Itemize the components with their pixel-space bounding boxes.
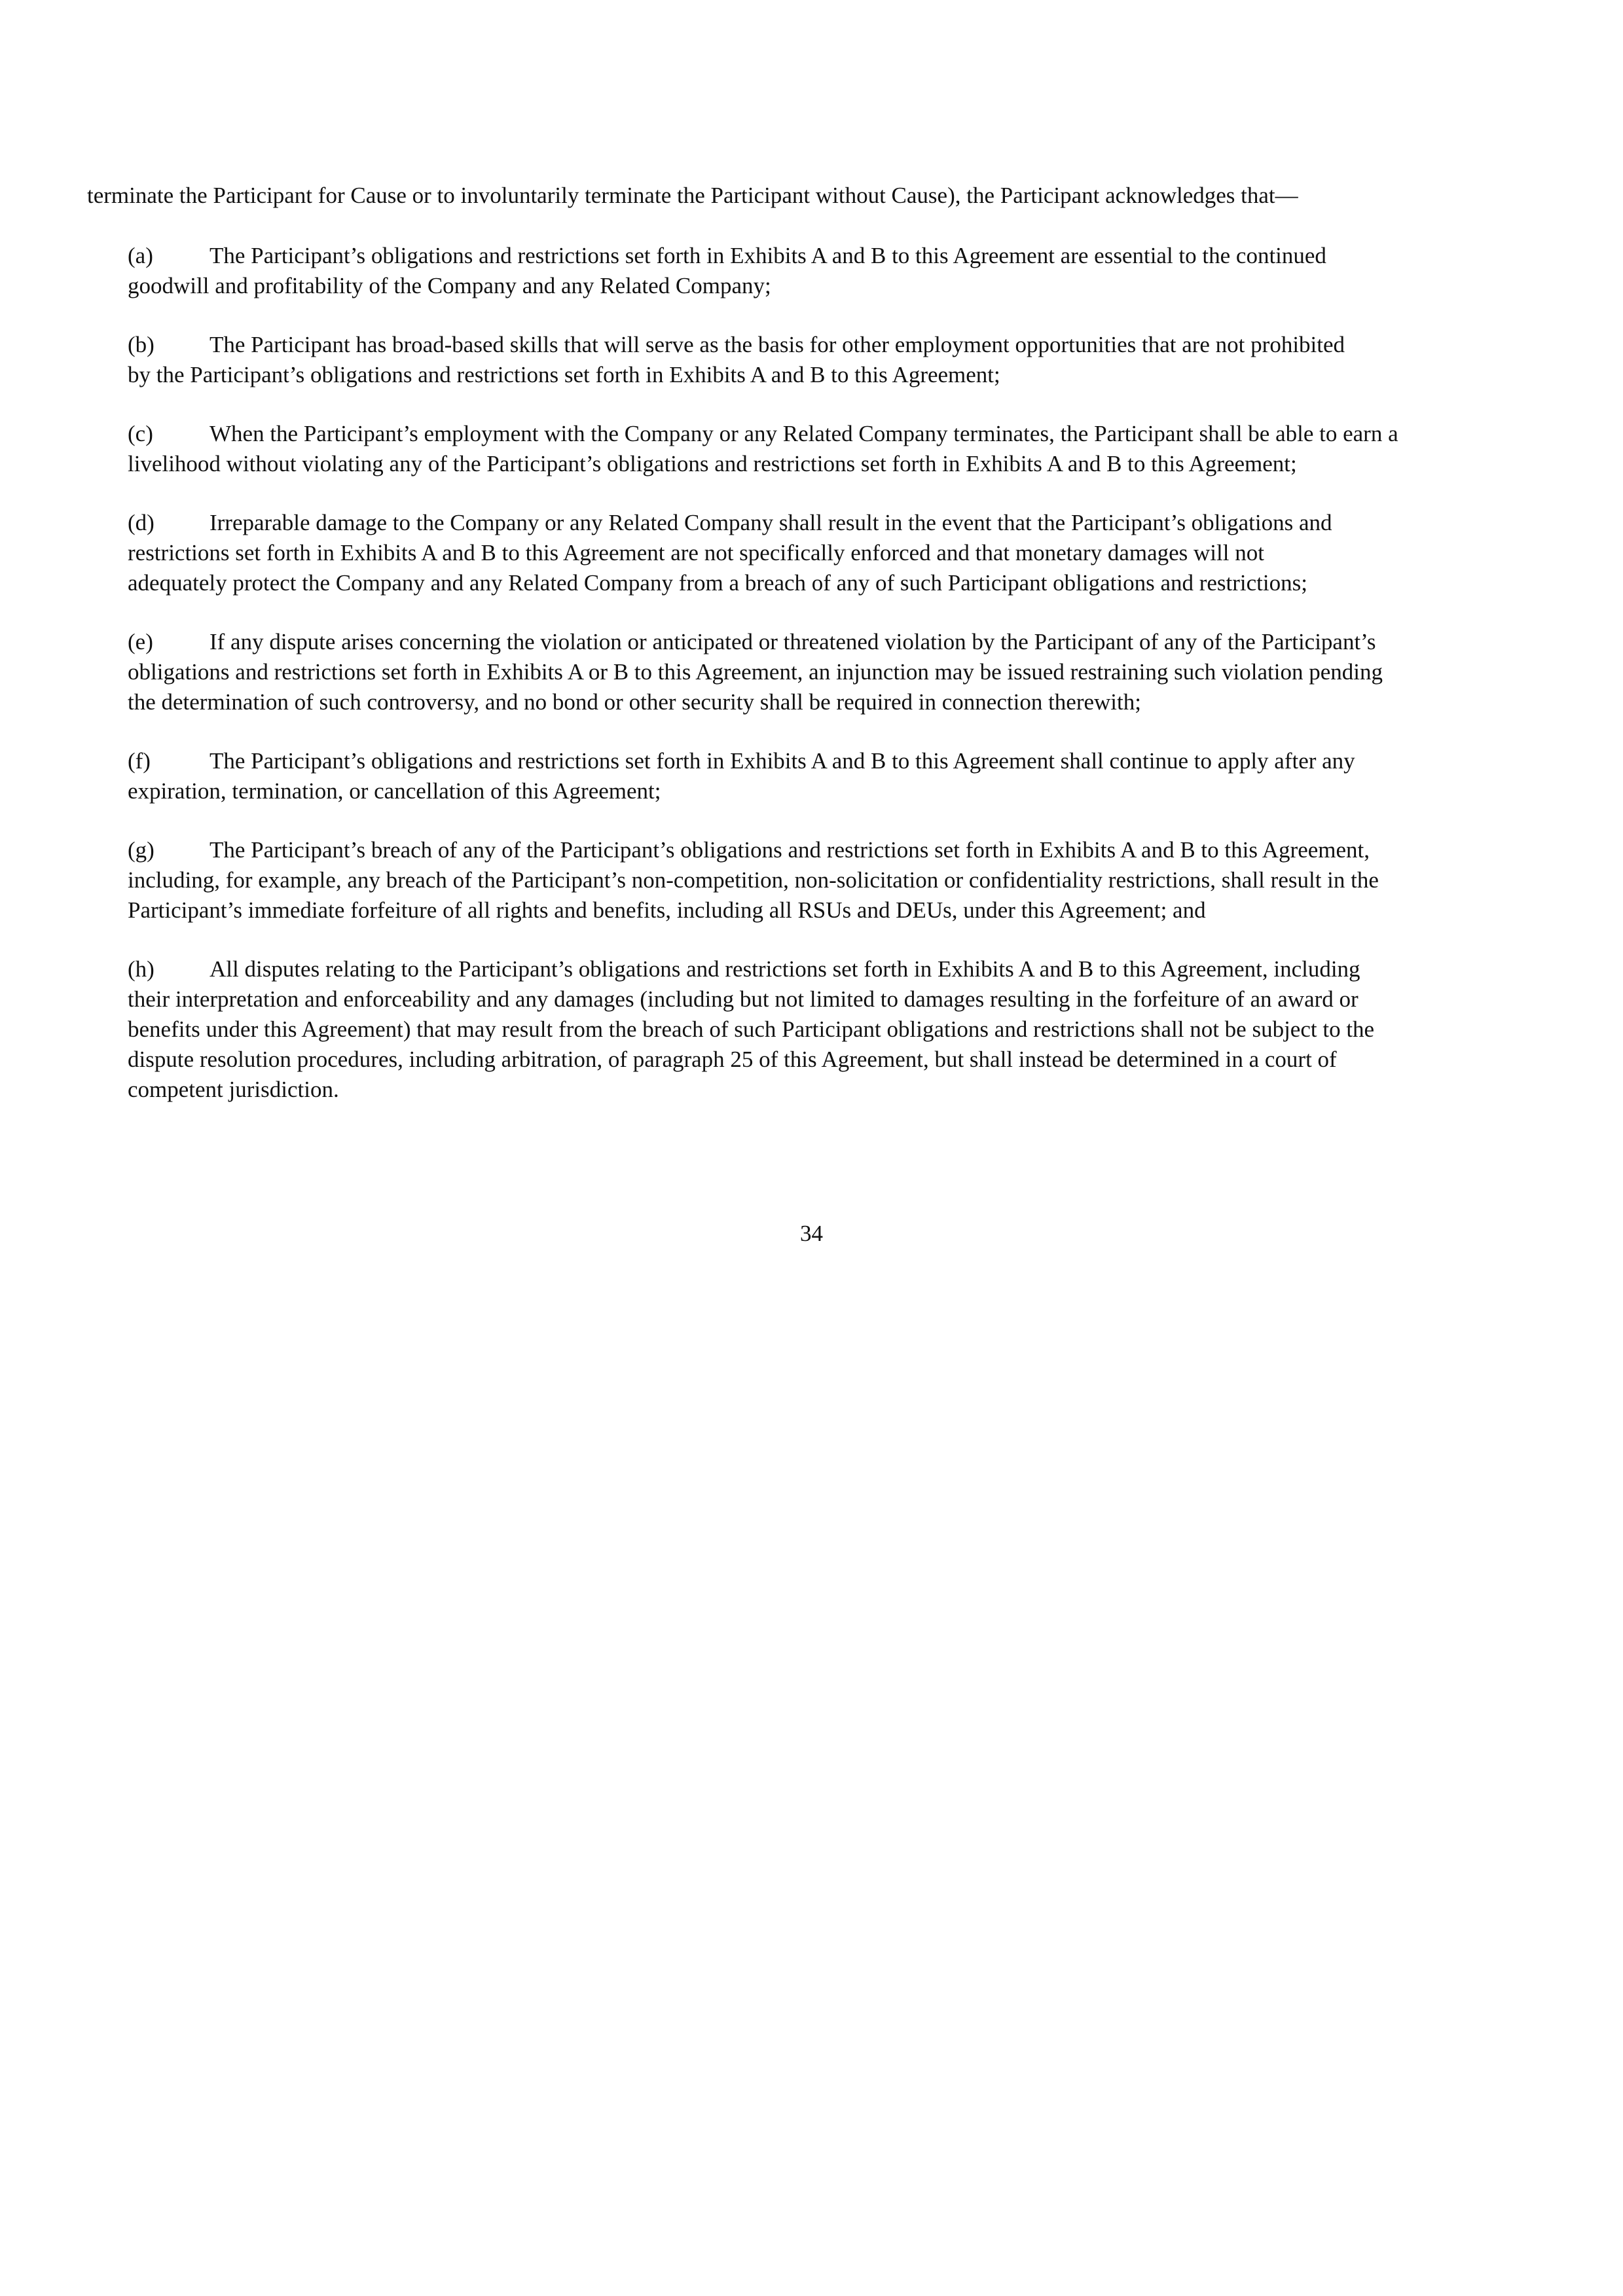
item-text-line: All disputes relating to the Participant’s obligations and restrictions set forth in Exhibits A and B to this Agreement, including <box>210 956 1360 982</box>
item-text-line: Irreparable damage to the Company or any Related Company shall result in the event that the Participant’s obligations and <box>210 510 1332 535</box>
item-label: (d) <box>128 510 155 535</box>
list-item <box>128 241 1542 301</box>
intro-paragraph: terminate the Participant for Cause or to involuntarily terminate the Participant without Cause), the Participant acknowledges that— <box>87 183 1298 208</box>
item-label: (e) <box>128 629 153 655</box>
item-text-line: livelihood without violating any of the Participant’s obligations and restrictions set forth in Exhibits A and B to this Agreement; <box>128 451 1297 476</box>
item-label: (a) <box>128 243 153 268</box>
list-item <box>128 330 1542 390</box>
list-item <box>128 835 1542 925</box>
item-text-line: competent jurisdiction. <box>128 1077 339 1102</box>
acknowledgement-list <box>128 241 1542 1134</box>
list-item <box>128 627 1542 717</box>
item-text-line: their interpretation and enforceability and any damages (including but not limited to damages resulting in the forfeiture of an award or <box>128 986 1359 1012</box>
list-item <box>128 508 1542 598</box>
item-text-line: dispute resolution procedures, including arbitration, of paragraph 25 of this Agreement, but shall instead be determined in a court of <box>128 1047 1337 1072</box>
item-label: (c) <box>128 421 153 446</box>
list-item <box>128 746 1542 806</box>
item-text-line: The Participant’s obligations and restrictions set forth in Exhibits A and B to this Agreement shall continue to apply after any <box>210 748 1355 774</box>
item-text-line: adequately protect the Company and any Related Company from a breach of any of such Participant obligations and restrictions; <box>128 570 1307 596</box>
item-text-line: The Participant’s breach of any of the Participant’s obligations and restrictions set forth in Exhibits A and B to this Agreement, <box>210 837 1370 863</box>
item-label: (f) <box>128 748 151 774</box>
list-item <box>128 954 1542 1105</box>
item-text-line: The Participant has broad-based skills that will serve as the basis for other employment opportunities that are not prohibited <box>210 332 1345 357</box>
item-text-line: obligations and restrictions set forth in Exhibits A or B to this Agreement, an injunction may be issued restraining such violation pending <box>128 659 1383 685</box>
item-text-line: If any dispute arises concerning the violation or anticipated or threatened violation by the Participant of any of the Participant’s <box>210 629 1376 655</box>
item-text-line: expiration, termination, or cancellation of this Agreement; <box>128 778 661 804</box>
item-text-line: Participant’s immediate forfeiture of all rights and benefits, including all RSUs and DEUs, under this Agreement; and <box>128 897 1206 923</box>
item-text-line: When the Participant’s employment with the Company or any Related Company terminates, the Participant shall be able to earn a <box>210 421 1398 446</box>
list-item <box>128 419 1542 479</box>
item-label: (h) <box>128 956 155 982</box>
item-label: (b) <box>128 332 155 357</box>
item-text-line: by the Participant’s obligations and restrictions set forth in Exhibits A and B to this Agreement; <box>128 362 1000 387</box>
page-number: 34 <box>800 1221 823 1246</box>
item-text-line: benefits under this Agreement) that may result from the breach of such Participant obligations and restrictions shall not be subject to the <box>128 1016 1375 1042</box>
item-text-line: including, for example, any breach of the Participant’s non-competition, non-solicitation or confidentiality restrictions, shall result in the <box>128 867 1379 893</box>
item-text-line: The Participant’s obligations and restrictions set forth in Exhibits A and B to this Agreement are essential to the continued <box>210 243 1326 268</box>
item-label: (g) <box>128 837 155 863</box>
item-text-line: goodwill and profitability of the Company and any Related Company; <box>128 273 771 298</box>
item-text-line: the determination of such controversy, and no bond or other security shall be required in connection therewith; <box>128 689 1141 715</box>
item-text-line: restrictions set forth in Exhibits A and B to this Agreement are not specifically enforced and that monetary damages will not <box>128 540 1264 565</box>
